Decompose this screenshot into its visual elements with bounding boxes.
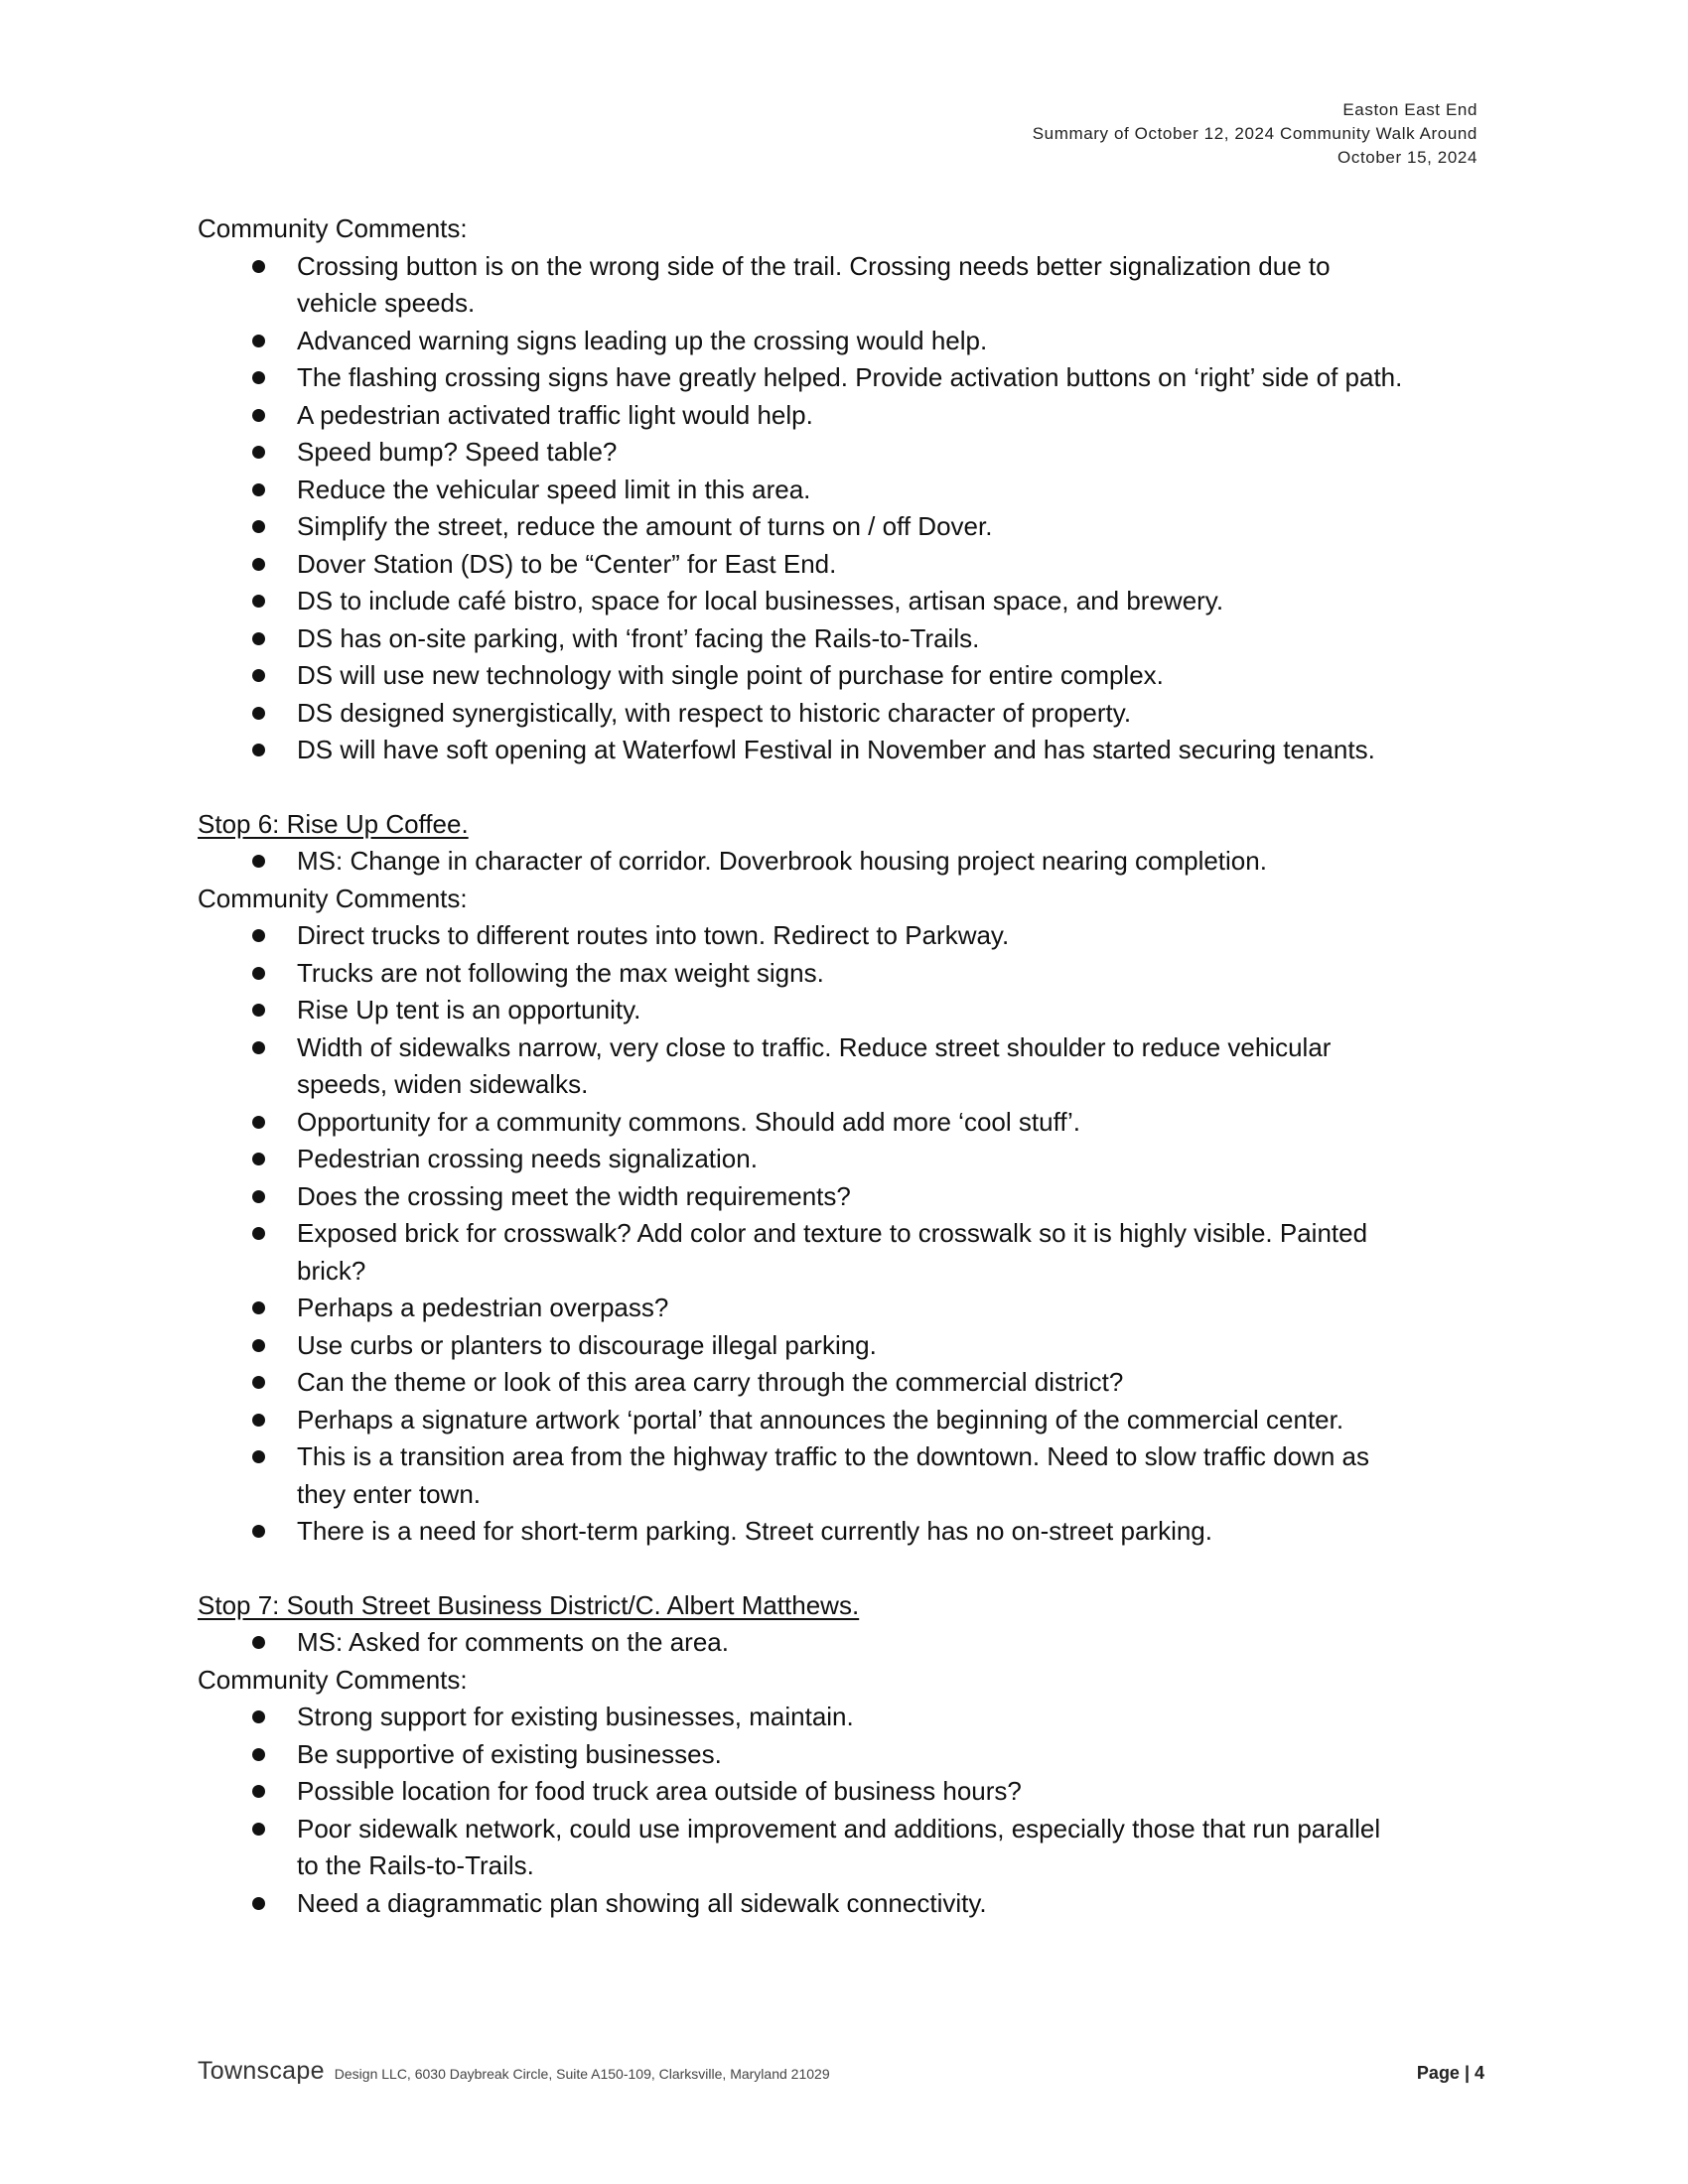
comment-text: DS to include café bistro, space for local businesses, artisan space, and brewery. [297,586,1224,615]
comment-text: brick? [297,1255,366,1286]
bullet-icon [252,1301,265,1314]
community-comments-label: Community Comments: [198,213,468,243]
comment-text: DS has on-site parking, with ‘front’ facing the Rails-to-Trails. [297,622,980,653]
comment-text: Reduce the vehicular speed limit in this area. [297,474,811,504]
comment-text: Rise Up tent is an opportunity. [297,995,641,1024]
comment-text: Does the crossing meet the width requirements? [297,1180,851,1211]
comment-text: Direct trucks to different routes into town. Redirect to Parkway. [297,920,1010,950]
bullet-icon [252,1823,265,1836]
list-item [198,434,1488,472]
comment-text: Crossing button is on the wrong side of the trail. Crossing needs better signalization due to [297,250,1331,281]
list-item [198,472,1488,509]
stop-6-heading: Stop 6: Rise Up Coffee. [198,808,469,839]
header-date: October 15, 2024 [1337,148,1477,167]
list-item [198,1215,1488,1290]
list-item [198,657,1488,695]
comment-text: Speed bump? Speed table? [297,437,618,467]
comment-text: Trucks are not following the max weight signs. [297,957,824,988]
bullet-icon [252,1636,265,1649]
bullet-icon [252,929,265,942]
comment-text: Advanced warning signs leading up the crossing would help. [297,325,988,355]
bullet-icon [252,744,265,756]
section-spacer [198,1551,1488,1587]
bullet-icon [252,1414,265,1427]
comment-text: Perhaps a pedestrian overpass? [297,1293,669,1322]
bullet-icon [252,483,265,496]
list-item [198,620,1488,658]
list-item [198,248,1488,323]
bullet-icon [252,1339,265,1352]
comment-text: This is a transition area from the highway traffic to the downtown. Need to slow traffic down as [297,1441,1370,1471]
comment-text: speeds, widen sidewalks. [297,1069,589,1099]
ms-note: MS: Asked for comments on the area. [297,1627,729,1657]
list-item [198,359,1488,397]
list-item [198,1624,1488,1662]
bullet-icon [252,595,265,608]
community-comments-label: Community Comments: [198,1664,468,1695]
bullet-icon [252,520,265,533]
bullet-icon [252,558,265,571]
bullet-icon [252,1116,265,1129]
comment-text: Poor sidewalk network, could use improvement and additions, especially those that run parallel [297,1813,1381,1843]
community-comments-label: Community Comments: [198,883,468,913]
list-item [198,1104,1488,1142]
section-spacer [198,769,1488,806]
comment-text: Perhaps a signature artwork ‘portal’ that announces the beginning of the commercial center. [297,1404,1344,1434]
comment-text: Need a diagrammatic plan showing all sidewalk connectivity. [297,1887,987,1918]
comment-text: DS designed synergistically, with respect to historic character of property. [297,697,1132,728]
bullet-icon [252,1041,265,1054]
list-item [198,1029,1488,1104]
list-item [198,1364,1488,1402]
comment-text: Can the theme or look of this area carry through the commercial district? [297,1367,1124,1397]
bullet-icon [252,1710,265,1723]
list-item [198,1290,1488,1327]
comment-text: A pedestrian activated traffic light would help. [297,399,813,430]
comment-text: DS will use new technology with single point of purchase for entire complex. [297,660,1164,690]
page-number: Page | 4 [1416,2063,1484,2083]
comment-text: vehicle speeds. [297,288,476,318]
comment-text: Width of sidewalks narrow, very close to traffic. Reduce street shoulder to reduce vehicular [297,1031,1332,1062]
footer-company [198,2057,830,2086]
list-item [198,843,1488,881]
bullet-icon [252,1190,265,1203]
list-item [198,583,1488,620]
comment-text: Use curbs or planters to discourage illegal parking. [297,1329,877,1360]
list-item [198,917,1488,955]
bullet-icon [252,1897,265,1910]
footer-brand: Townscape [198,2057,325,2085]
list-item [198,397,1488,435]
comment-text: The flashing crossing signs have greatly helped. Provide activation buttons on ‘right’ side of path. [297,362,1403,392]
bullet-icon [252,335,265,347]
list-item [198,732,1488,769]
list-item [198,1811,1488,1885]
list-item [198,1773,1488,1811]
document-body [198,210,1488,1922]
bullet-icon [252,1227,265,1240]
bullet-icon [252,967,265,980]
list-item [198,695,1488,733]
list-item [198,508,1488,546]
bullet-icon [252,707,265,720]
comment-text: Dover Station (DS) to be “Center” for East End. [297,548,837,579]
header-project: Easton East End [1342,100,1477,119]
bullet-icon [252,446,265,459]
comment-text: Pedestrian crossing needs signalization. [297,1144,758,1173]
list-item [198,1402,1488,1439]
comment-text: There is a need for short-term parking. Street currently has no on-street parking. [297,1516,1212,1546]
bullet-icon [252,632,265,645]
bullet-icon [252,1153,265,1165]
comment-text: Simplify the street, reduce the amount of turns on / off Dover. [297,511,993,541]
bullet-icon [252,1525,265,1538]
bullet-icon [252,409,265,422]
comment-text: Opportunity for a community commons. Should add more ‘cool stuff’. [297,1106,1081,1137]
bullet-icon [252,371,265,384]
bullet-icon [252,669,265,682]
list-item [198,1885,1488,1923]
list-item [198,1178,1488,1216]
bullet-icon [252,1785,265,1798]
comment-text: Exposed brick for crosswalk? Add color and texture to crosswalk so it is highly visible. Painted [297,1218,1368,1248]
page-header [1033,98,1477,170]
bullet-icon [252,1004,265,1017]
header-summary-title: Summary of October 12, 2024 Community Walk Around [1032,124,1477,143]
list-item [198,546,1488,584]
bullet-icon [252,1450,265,1463]
list-item [198,1699,1488,1736]
list-item [198,955,1488,993]
stop-6-ms-list [198,843,1488,881]
stop-7-ms-list [198,1624,1488,1662]
comment-text: Possible location for food truck area outside of business hours? [297,1776,1022,1806]
comment-text: to the Rails-to-Trails. [297,1850,534,1880]
comment-list [198,1699,1488,1922]
bullet-icon [252,1376,265,1389]
list-item [198,1736,1488,1774]
comment-text: DS will have soft opening at Waterfowl Festival in November and has started securing tenants. [297,735,1375,764]
list-item [198,1438,1488,1513]
stop-7-heading: Stop 7: South Street Business District/C. Albert Matthews. [198,1589,860,1620]
list-item [198,992,1488,1029]
page-footer [198,2057,1484,2086]
list-item [198,1513,1488,1551]
footer-address: Design LLC, 6030 Daybreak Circle, Suite A150-109, Clarksville, Maryland 21029 [334,2066,830,2082]
comment-text: they enter town. [297,1478,481,1509]
comment-text: Be supportive of existing businesses. [297,1738,722,1769]
list-item [198,1141,1488,1178]
list-item [198,323,1488,360]
list-item [198,1327,1488,1365]
bullet-icon [252,855,265,868]
comment-text: Strong support for existing businesses, maintain. [297,1702,854,1731]
ms-note: MS: Change in character of corridor. Doverbrook housing project nearing completion. [297,846,1267,876]
comment-list [198,248,1488,769]
bullet-icon [252,1748,265,1761]
comment-list [198,917,1488,1551]
bullet-icon [252,260,265,273]
